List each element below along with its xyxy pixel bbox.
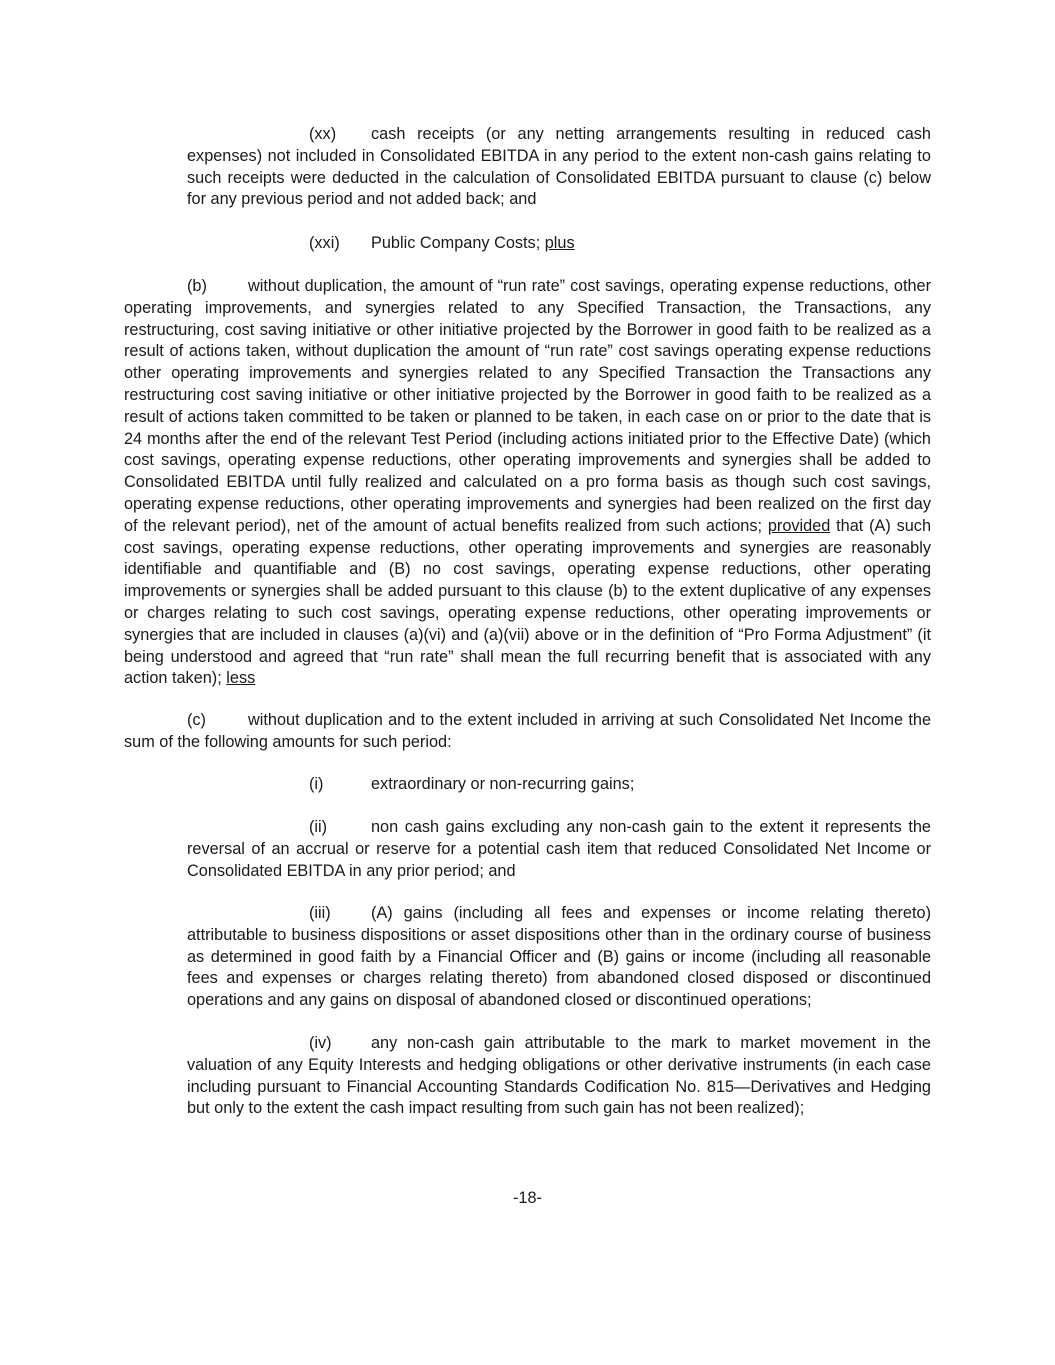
clause-iii-label: (iii)	[309, 904, 331, 922]
clause-b-provided: provided	[767, 516, 831, 535]
clause-c	[124, 710, 931, 754]
clause-i-label: (i)	[309, 775, 324, 793]
clause-iv-label: (iv)	[309, 1034, 332, 1052]
clause-iii-text: (A) gains (including all fees and expenses or income relating thereto) attributable to business dispositions or asset dispositions other than in the ordinary course of business as determined in good faith by a Financial Officer and (B) gains or income (including all reasonable fees and expenses or charges relating thereto) from abandoned closed disposed or discontinued operations and any gains on disposal of abandoned closed or discontinued operations;	[187, 904, 931, 1010]
clause-xxi-plus: plus	[544, 234, 575, 252]
clause-b-text-after: that (A) such cost savings, operating expense reductions, other operating improvements and synergies are reasonably identifiable and quantifiable and (B) no cost savings, operating expense reductions, other operating improvements or synergies shall be added pursuant to this clause (b) to the extent duplicative of any expenses or charges relating to such cost savings, operating expense reductions, other operating improvements or synergies that are included in clauses (a)(vi) and (a)(vii) above or in the definition of “Pro Forma Adjustment” (it being understood and agreed that “run rate” shall mean the full recurring benefit that is associated with any action taken);	[124, 516, 932, 688]
clause-iv	[187, 1033, 931, 1120]
clause-xx	[187, 124, 931, 211]
clause-b	[124, 276, 931, 690]
clause-c-label: (c)	[187, 711, 206, 729]
clause-b-less: less	[226, 669, 256, 688]
clause-b-text-before: without duplication, the amount of “run rate” cost savings, operating expense reductions, other operating improvements, and synergies related to any Specified Transaction, the Transactions, any restructuring, cost saving initiative or other initiative projected by the Borrower in good faith to be realized as a result of actions taken, without duplication the amount of “run rate” cost savings operating expense reductions other operating improvements and synergies related to any Specified Transaction the Transactions any restructuring cost saving initiative or other initiative projected by the Borrower in good faith to be realized as a result of actions taken committed to be taken or planned to be taken, in each case on or prior to the date that is 24 months after the end of the relevant Test Period (including actions initiated prior to the Effective Date) (which cost savings, operating expense reductions, other operating improvements and synergies shall be added to Consolidated EBITDA until fully realized and calculated on a pro forma basis as though such cost savings, operating expense reductions, other operating improvements and synergies had been realized on the first day of the relevant period), net of the amount of actual benefits realized from such actions;	[124, 277, 931, 535]
clause-xxi	[309, 233, 575, 255]
clause-iv-text: any non-cash gain attributable to the mark to market movement in the valuation of any Equity Interests and hedging obligations or other derivative instruments (in each case including pursuant to Financial Accounting Standards Codification No. 815—Derivatives and Hedging but only to the extent the cash impact resulting from such gain has not been realized);	[187, 1034, 931, 1118]
clause-xx-label: (xx)	[309, 125, 337, 143]
clause-iii	[187, 903, 931, 1012]
clause-i	[309, 774, 634, 796]
clause-xxi-text: Public Company Costs;	[371, 234, 545, 252]
clause-ii-text: non cash gains excluding any non-cash gain to the extent it represents the reversal of an accrual or reserve for a potential cash item that reduced Consolidated Net Income or Consolidated EBITDA in any prior period; and	[187, 818, 931, 880]
clause-i-text: extraordinary or non-recurring gains;	[371, 775, 635, 793]
clause-ii	[187, 817, 931, 882]
clause-xx-text: cash receipts (or any netting arrangements resulting in reduced cash expenses) not included in Consolidated EBITDA in any period to the extent non-cash gains relating to such receipts were deducted in the calculation of Consolidated EBITDA pursuant to clause (c) below for any previous period and not added back; and	[187, 125, 931, 209]
clause-b-label: (b)	[187, 277, 207, 295]
clause-xxi-label: (xxi)	[309, 234, 340, 252]
page-number: -18-	[513, 1189, 542, 1207]
clause-ii-label: (ii)	[309, 818, 328, 836]
clause-c-text: without duplication and to the extent included in arriving at such Consolidated Net Income the sum of the following amounts for such period:	[124, 711, 931, 751]
